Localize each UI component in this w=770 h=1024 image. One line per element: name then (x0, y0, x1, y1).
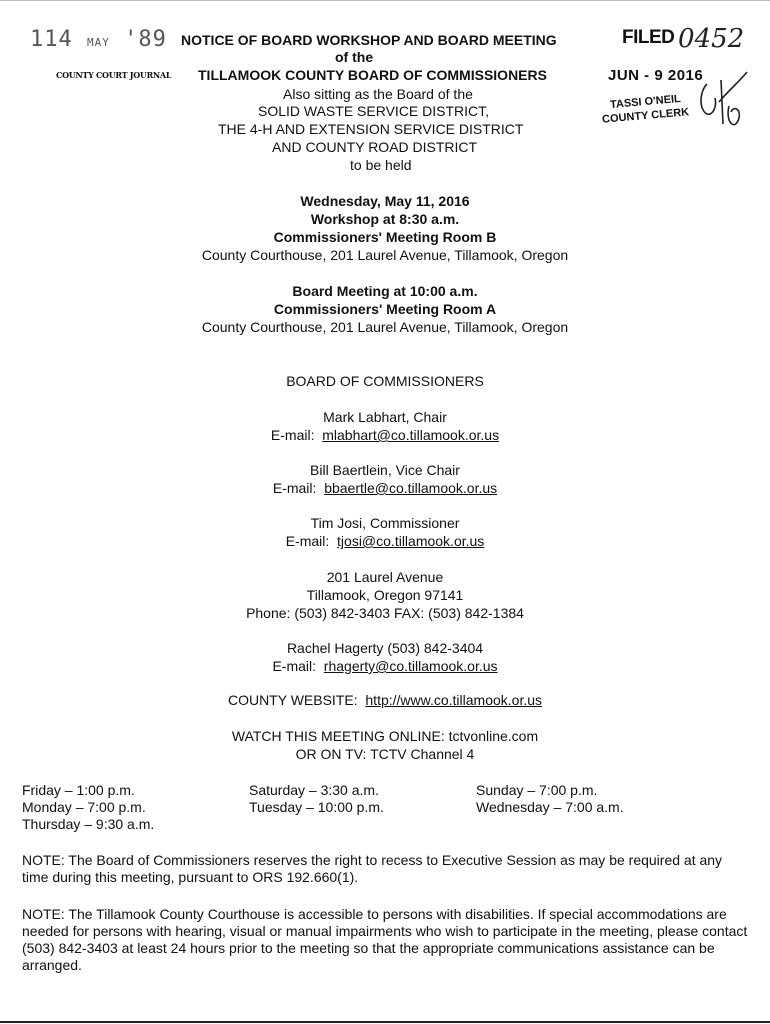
workshop-room: Commissioners' Meeting Room B (273, 229, 497, 245)
member-name: Mark Labhart, Chair (323, 409, 447, 425)
member-email-line (0, 533, 770, 550)
email-label: E-mail: (285, 533, 330, 549)
clerk-signature (695, 62, 755, 132)
schedule-item: Sunday – 7:00 p.m. (476, 782, 598, 798)
schedule-item: Monday – 7:00 p.m. (22, 799, 146, 815)
meeting-time: Board Meeting at 10:00 a.m. (292, 283, 478, 299)
stamp-month: MAY (87, 36, 110, 49)
website-line (0, 692, 770, 709)
schedule-item: Tuesday – 10:00 p.m. (249, 799, 384, 815)
watch-tv: OR ON TV: TCTV Channel 4 (295, 746, 475, 762)
bottom-border (0, 1021, 770, 1023)
email-label: E-mail: (270, 427, 315, 443)
contact-email-line (0, 658, 770, 675)
note-accessibility: NOTE: The Tillamook County Courthouse is accessible to persons with disabilities. If special accommodations are needed for persons with hearing, visual or manual impairments who wish to participate in the meeting, please contact (503) 842-3403 at least 24 hours prior to the meeting so that the appropriate communications assistance can be arranged. (22, 906, 748, 973)
also-sitting: Also sitting as the Board of the (283, 86, 473, 102)
filed-clerk-name: TASSI O'NEIL (609, 92, 682, 112)
district-road: AND COUNTY ROAD DISTRICT (272, 139, 478, 155)
notice-title: NOTICE OF BOARD WORKSHOP AND BOARD MEETING (181, 32, 557, 48)
schedule-col-2 (249, 782, 384, 816)
filed-clerk-title: COUNTY CLERK (601, 106, 690, 126)
schedule-item: Wednesday – 7:00 a.m. (476, 799, 624, 815)
board-title: TILLAMOOK COUNTY BOARD OF COMMISSIONERS (198, 67, 547, 83)
journal-stamp-number (30, 27, 167, 52)
workshop-date: Wednesday, May 11, 2016 (300, 193, 470, 209)
to-be-held: to be held (350, 157, 412, 173)
schedule-item: Friday – 1:00 p.m. (22, 782, 135, 798)
office-city: Tillamook, Oregon 97141 (306, 587, 464, 603)
filed-handwritten-number: 0452 (678, 24, 745, 54)
member-email-line (0, 480, 770, 497)
stamp-number: 114 (30, 27, 73, 52)
website-label: COUNTY WEBSITE: (227, 692, 358, 708)
website-link[interactable]: http://www.co.tillamook.or.us (365, 692, 543, 708)
contact-name-phone: Rachel Hagerty (503) 842-3404 (286, 640, 484, 656)
top-border (0, 0, 770, 1)
member-email-line (0, 427, 770, 444)
office-street: 201 Laurel Avenue (326, 569, 444, 585)
email-link[interactable]: bbaertle@co.tillamook.or.us (324, 480, 498, 496)
watch-online: WATCH THIS MEETING ONLINE: tctvonline.com (231, 728, 539, 744)
email-link[interactable]: mlabhart@co.tillamook.or.us (322, 427, 500, 443)
meeting-room: Commissioners' Meeting Room A (273, 301, 497, 317)
note-executive-session: NOTE: The Board of Commissioners reserves the right to recess to Executive Session as may be required at any time during this meeting, pursuant to ORS 192.660(1). (22, 852, 723, 885)
email-link[interactable]: tjosi@co.tillamook.or.us (337, 533, 485, 549)
board-heading: BOARD OF COMMISSIONERS (286, 373, 484, 389)
schedule-col-1 (22, 782, 154, 833)
filed-label: FILED (622, 27, 675, 48)
workshop-time: Workshop at 8:30 a.m. (310, 211, 460, 227)
workshop-address: County Courthouse, 201 Laurel Avenue, Tillamook, Oregon (201, 247, 569, 263)
filed-date: JUN - 9 2016 (608, 67, 704, 84)
schedule-item: Saturday – 3:30 a.m. (249, 782, 379, 798)
schedule-item: Thursday – 9:30 a.m. (22, 816, 155, 832)
district-solid-waste: SOLID WASTE SERVICE DISTRICT, (258, 103, 490, 119)
member-name: Bill Baertlein, Vice Chair (310, 462, 460, 478)
stamp-year: '89 (124, 27, 167, 52)
schedule-col-3 (476, 782, 624, 816)
contact-email-link[interactable]: rhagerty@co.tillamook.or.us (323, 658, 498, 674)
office-phone: Phone: (503) 842-3403 FAX: (503) 842-1384 (246, 605, 524, 621)
member-name: Tim Josi, Commissioner (310, 515, 460, 531)
journal-stamp-label: COUNTY COURT JOURNAL (56, 70, 172, 80)
email-label: E-mail: (272, 480, 317, 496)
district-4h: THE 4-H AND EXTENSION SERVICE DISTRICT (218, 121, 524, 137)
email-label: E-mail: (272, 658, 317, 674)
meeting-address: County Courthouse, 201 Laurel Avenue, Tillamook, Oregon (201, 319, 569, 335)
notice-of: of the (335, 49, 374, 65)
